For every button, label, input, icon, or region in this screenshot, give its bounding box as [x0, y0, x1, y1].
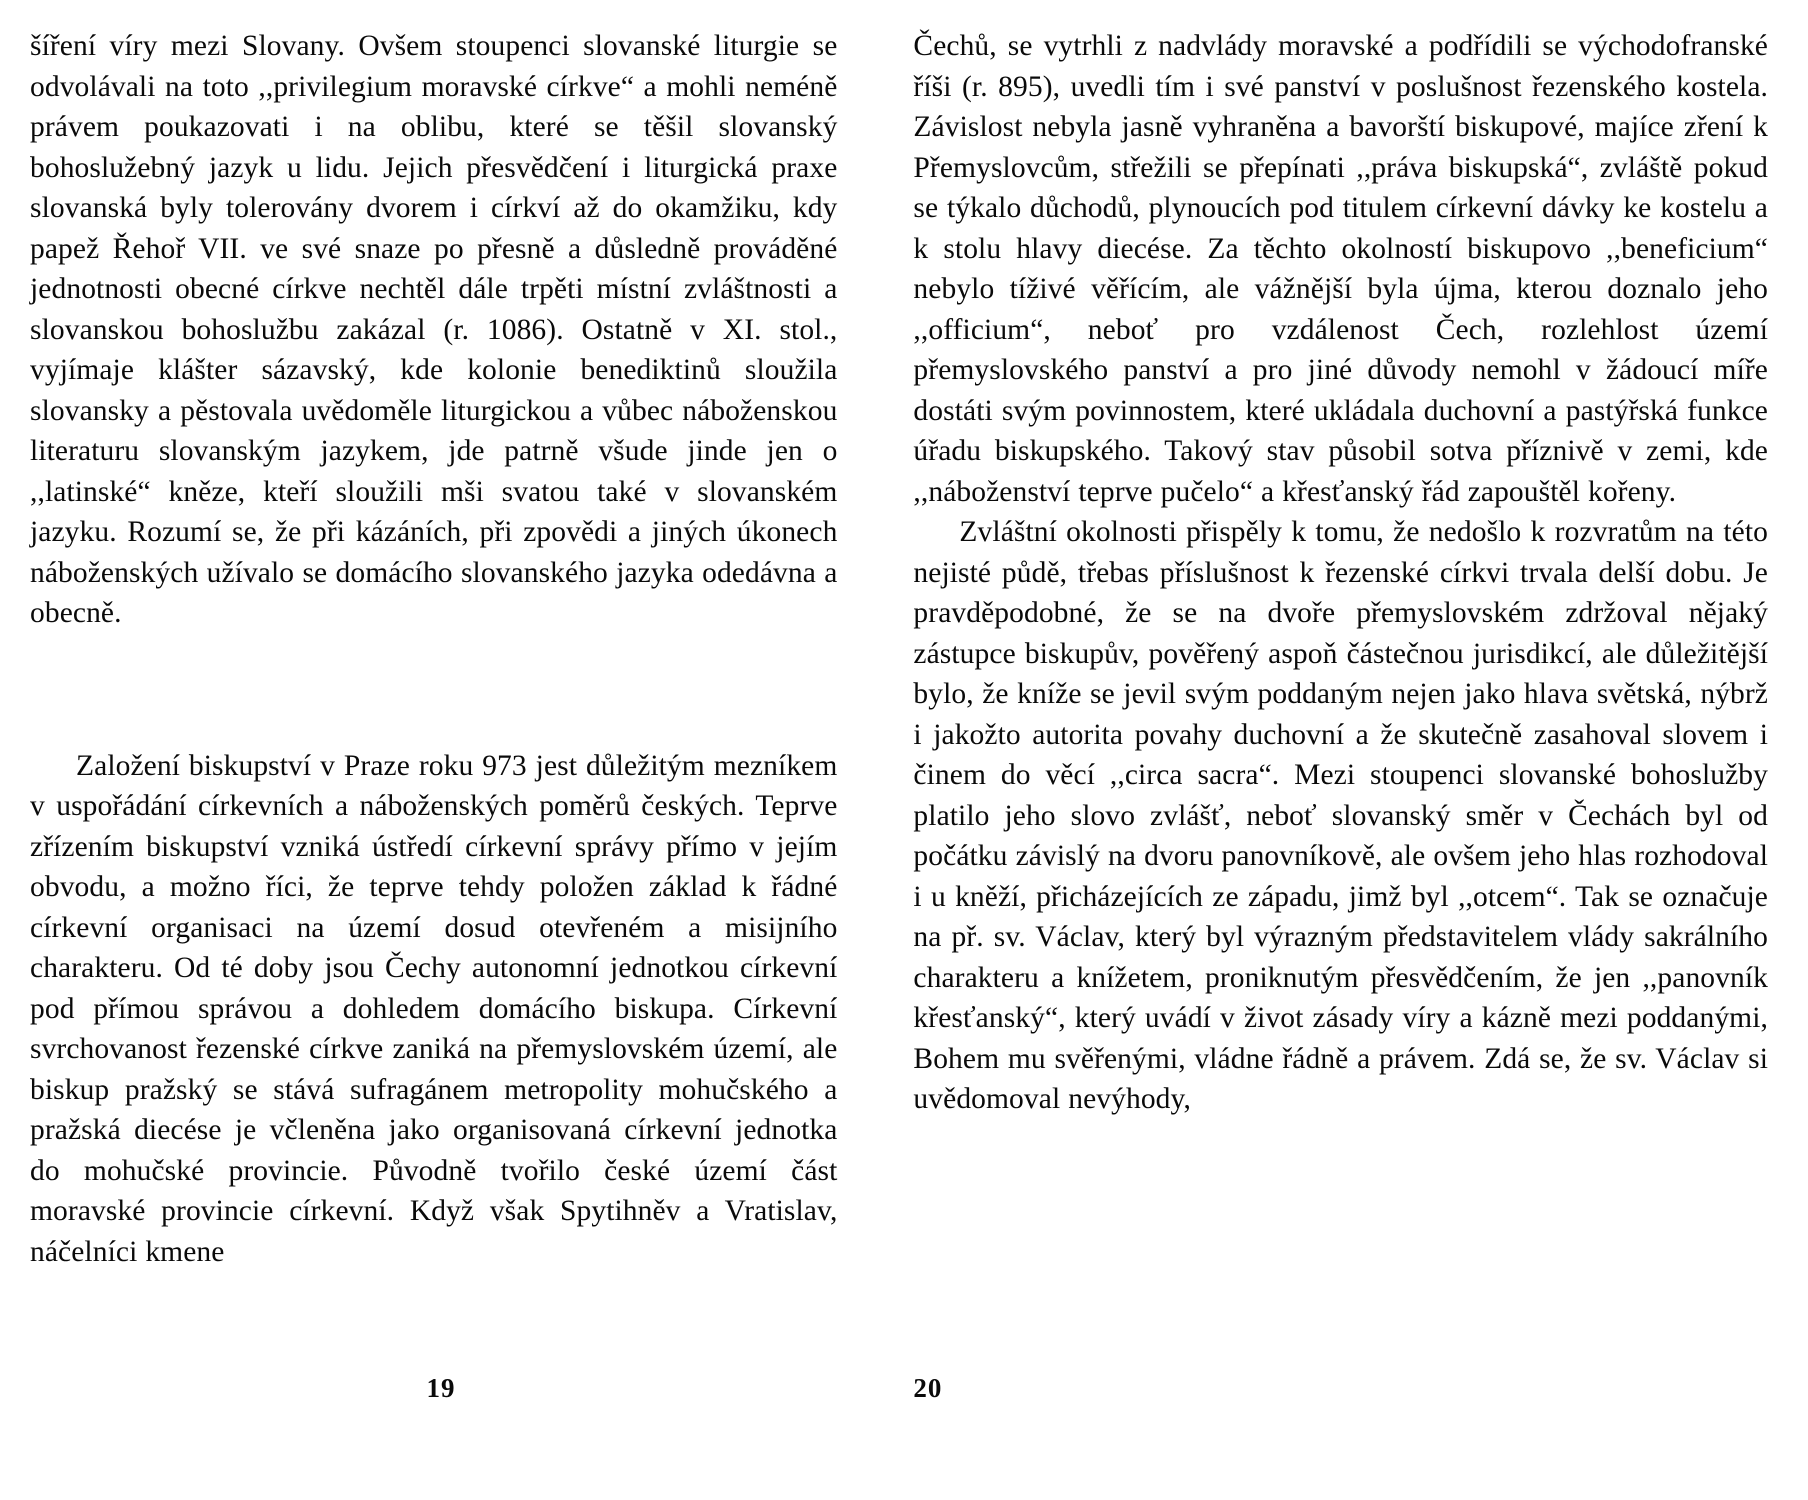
paragraph-body: Zvláštní okolnosti přispěly k tomu, že nedošlo k rozvratům na této nejisté půdě, třebas příslušnost k řezenské církvi trvala delší dobu. Je pravděpodobné, že se na dvoře přemyslovském zdržoval nějaký zástupce biskupův, pověřený aspoň částečnou jurisdikcí, ale důležitější bylo, že kníže se jevil svým poddaným nejen jako hlava světská, nýbrž i jakožto autorita povahy duchovní a že skutečně zasahoval slovem i činem do věcí ,,circa sacra“. Mezi stoupenci slovanské bohoslužby platilo jeho slovo zvlášť, neboť slovanský směr v Čechách byl od počátku závislý na dvoru panovníkově, ale ovšem jeho hlas rozhodoval i u kněží, přicházejících ze západu, jimž byl ,,otcem“. Tak se označuje na př. sv. Václav, který byl výrazným představitelem vlády sakrálního charakteru a knížetem, proniknutým přesvědčením, že jen ,,panovník křesťanský“, který uvádí v život zásady víry a kázně mezi poddanými, Bohem mu svěřenými, vládne řádně a právem. Zdá se, že sv. Václav si uvědomoval nevýhody, — [913, 516, 1768, 1115]
page-left — [30, 26, 885, 1500]
page-number-left: 19 — [426, 1373, 456, 1403]
paragraph-spacer — [30, 634, 837, 746]
paragraph-continuation: Čechů, se vytrhli z nadvlády moravské a podřídili se východofranské říši (r. 895), uvedli tím i své panství v poslušnost řezenského kostela. Závislost nebyla jasně vyhraněna a bavorští biskupové, majíce zření k Přemyslovcům, střežili se přepínati ,,práva biskupská“, zvláště pokud se týkalo důchodů, plynoucích pod titulem církevní dávky ke kostelu a k stolu hlavy diecése. Za těchto okolností biskupovo ,,beneficium“ nebylo tíživé věřícím, ale vážnější byla újma, kterou doznalo jeho ,,officium“, neboť pro vzdálenost Čech, rozlehlost území přemyslovského panství a pro jiné důvody nemohl v žádoucí míře dostáti svým povinnostem, které ukládala duchovní a pastýřská funkce úřadu biskupského. Takový stav působil sotva příznivě v zemi, kde ,,náboženství teprve pučelo“ a křesťanský řád zapouštěl kořeny. — [913, 30, 1768, 508]
page-number-right: 20 — [913, 1373, 943, 1403]
page-right — [885, 26, 1768, 1500]
text-column-right — [913, 26, 1768, 1120]
paragraph-body: Založení biskupství v Praze roku 973 jest důležitým mezníkem v uspořádání církevních a náboženských poměrů českých. Teprve zřízením biskupství vzniká ústředí církevní správy přímo v jejím obvodu, a možno říci, že teprve tehdy položen základ k řádné církevní organisaci na území dosud otevřeném a misijního charakteru. Od té doby jsou Čechy autonomní jednotkou církevní pod přímou správou a dohledem domácího biskupa. Církevní svrchovanost řezenské církve zaniká na přemyslovském území, ale biskup pražský se stává sufragánem metropolity mohučského a pražská diecése je včleněna jako organisovaná církevní jednotka do mohučské provincie. Původně tvořilo české území část moravské provincie církevní. Když však Spytihněv a Vratislav, náčelníci kmene — [30, 749, 838, 1268]
paragraph-continuation: šíření víry mezi Slovany. Ovšem stoupenci slovanské liturgie se odvolávali na toto ,,privilegium moravské církve“ a mohli neméně právem poukazovati i na oblibu, které se těšil slovanský bohoslužebný jazyk u lidu. Jejich přesvědčení i liturgická praxe slovanská byly tolerovány dvorem i církví až do okamžiku, kdy papež Řehoř VII. ve své snaze po přesně a důsledně prováděné jednotnosti obecné církve nechtěl dále trpěti místní zvláštnosti a slovanskou bohoslužbu zakázal (r. 1086). Ostatně v XI. stol., vyjímaje klášter sázavský, kde kolonie benediktinů sloužila slovansky a pěstovala uvědoměle liturgickou a vůbec náboženskou literaturu slovanským jazykem, jde patrně všude jinde jen o ,,latinské“ kněze, kteří sloužili mši svatou také v slovanském jazyku. Rozumí se, že při kázáních, při zpovědi a jiných úkonech náboženských užívalo se domácího slovanského jazyka odedávna a obecně. — [30, 30, 838, 629]
text-column-left — [30, 26, 837, 1272]
